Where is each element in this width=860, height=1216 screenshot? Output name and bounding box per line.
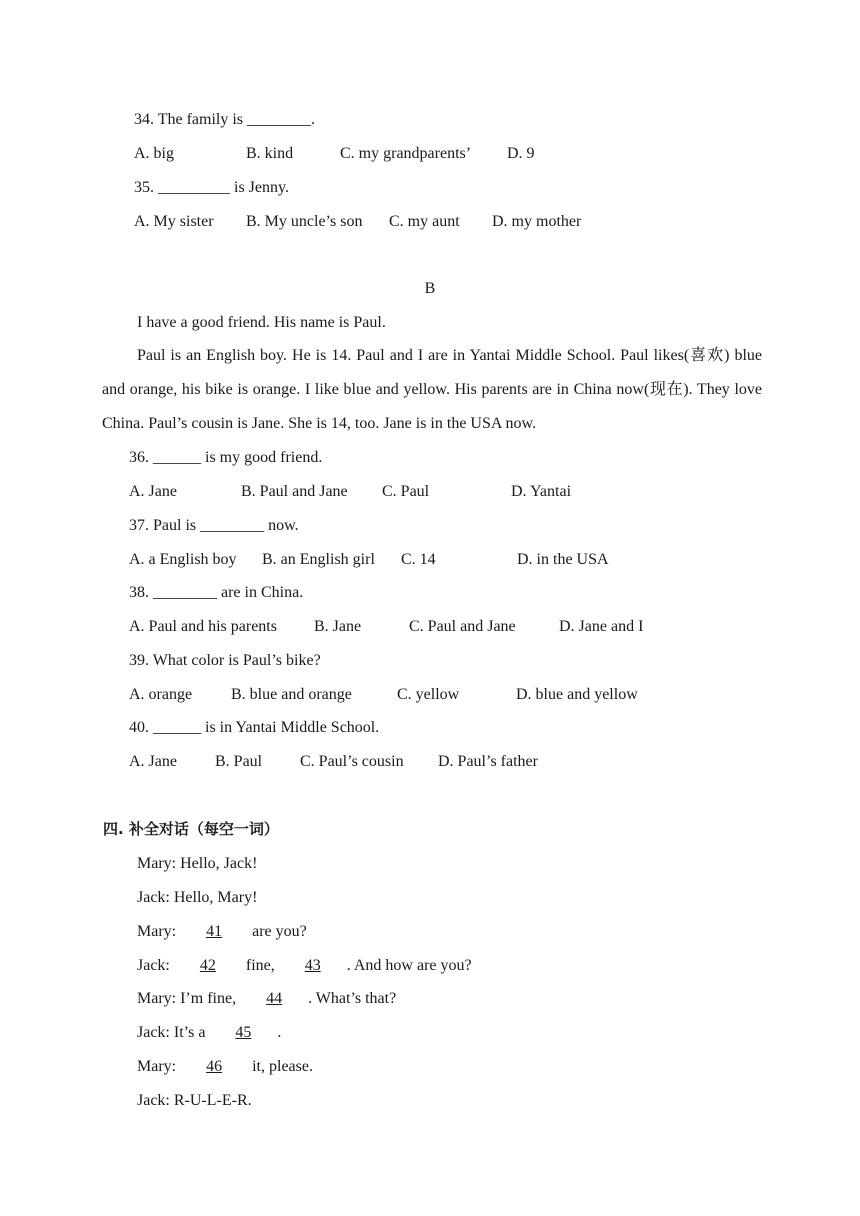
- dialogue-3-prefix: Mary:: [137, 923, 181, 940]
- q38-option-c: C. Paul and Jane: [409, 618, 516, 635]
- dialogue-6-suffix: .: [277, 1024, 282, 1041]
- q39-option-a: A. orange: [129, 686, 193, 703]
- dialogue-line-5: [137, 989, 396, 1009]
- section-4-heading: 四. 补全对话（每空一词）: [103, 820, 279, 838]
- section-b-title: B: [424, 280, 436, 297]
- dialogue-5-prefix: Mary: I’m fine,: [137, 990, 241, 1007]
- question-34-stem: 34. The family is ________.: [134, 111, 316, 128]
- dialogue-line-7: [137, 1057, 313, 1077]
- dialogue-3-suffix: are you?: [248, 923, 307, 940]
- question-38-stem: 38. ________ are in China.: [129, 584, 304, 601]
- dialogue-line-6: [137, 1023, 281, 1043]
- dialogue-line-4: [137, 956, 472, 976]
- q34-option-a: A. big: [134, 145, 174, 162]
- reading-passage: Paul is an English boy. He is 14. Paul and I are in Yantai Middle School. Paul likes(喜欢) blue and orange, his bike is orange. I like blue and yellow. His parents are in China now(现在). They love China. Paul’s cousin is Jane. She is 14, too. Jane is in the USA now.: [102, 347, 762, 432]
- q36-option-c: C. Paul: [382, 483, 430, 500]
- q39-option-c: C. yellow: [397, 686, 460, 703]
- q37-option-a: A. a English boy: [129, 551, 237, 568]
- question-35-stem: 35. _________ is Jenny.: [134, 179, 289, 196]
- q38-option-d: D. Jane and I: [559, 618, 644, 635]
- blank-45[interactable]: 45: [235, 1024, 252, 1041]
- q35-option-b: B. My uncle’s son: [246, 213, 363, 230]
- dialogue-7-suffix: it, please.: [248, 1058, 313, 1075]
- q36-option-d: D. Yantai: [511, 483, 572, 500]
- question-37-stem: 37. Paul is ________ now.: [129, 517, 299, 534]
- dialogue-4-prefix: Jack:: [137, 957, 174, 974]
- q40-option-d: D. Paul’s father: [438, 753, 538, 770]
- dialogue-line-8: Jack: R-U-L-E-R.: [137, 1092, 252, 1109]
- q40-option-a: A. Jane: [129, 753, 177, 770]
- q40-option-c: C. Paul’s cousin: [300, 753, 404, 770]
- q34-option-b: B. kind: [246, 145, 294, 162]
- passage-intro: I have a good friend. His name is Paul.: [137, 314, 386, 331]
- dialogue-4-middle: fine,: [241, 957, 279, 974]
- question-39-stem: 39. What color is Paul’s bike?: [129, 652, 321, 669]
- q38-option-a: A. Paul and his parents: [129, 618, 277, 635]
- q37-option-b: B. an English girl: [262, 551, 375, 568]
- blank-44[interactable]: 44: [266, 990, 283, 1007]
- q39-option-d: D. blue and yellow: [516, 686, 638, 703]
- dialogue-line-2: Jack: Hello, Mary!: [137, 889, 258, 906]
- blank-43[interactable]: 43: [304, 957, 321, 974]
- q37-option-d: D. in the USA: [517, 551, 609, 568]
- blank-42[interactable]: 42: [199, 957, 216, 974]
- dialogue-7-prefix: Mary:: [137, 1058, 181, 1075]
- blank-46[interactable]: 46: [206, 1058, 223, 1075]
- dialogue-line-3: [137, 922, 307, 942]
- blank-41[interactable]: 41: [206, 923, 223, 940]
- q35-option-d: D. my mother: [492, 213, 582, 230]
- q36-option-a: A. Jane: [129, 483, 177, 500]
- q40-option-b: B. Paul: [215, 753, 263, 770]
- question-36-stem: 36. ______ is my good friend.: [129, 449, 323, 466]
- q34-option-c: C. my grandparents’: [340, 145, 472, 162]
- dialogue-4-suffix: . And how are you?: [346, 957, 472, 974]
- q34-option-d: D. 9: [507, 145, 535, 162]
- dialogue-5-suffix: . What’s that?: [308, 990, 397, 1007]
- q36-option-b: B. Paul and Jane: [241, 483, 348, 500]
- q37-option-c: C. 14: [401, 551, 436, 568]
- q35-option-a: A. My sister: [134, 213, 214, 230]
- question-40-stem: 40. ______ is in Yantai Middle School.: [129, 719, 380, 736]
- q35-option-c: C. my aunt: [389, 213, 460, 230]
- q39-option-b: B. blue and orange: [231, 686, 352, 703]
- q38-option-b: B. Jane: [314, 618, 362, 635]
- dialogue-6-prefix: Jack: It’s a: [137, 1024, 210, 1041]
- dialogue-line-1: Mary: Hello, Jack!: [137, 855, 258, 872]
